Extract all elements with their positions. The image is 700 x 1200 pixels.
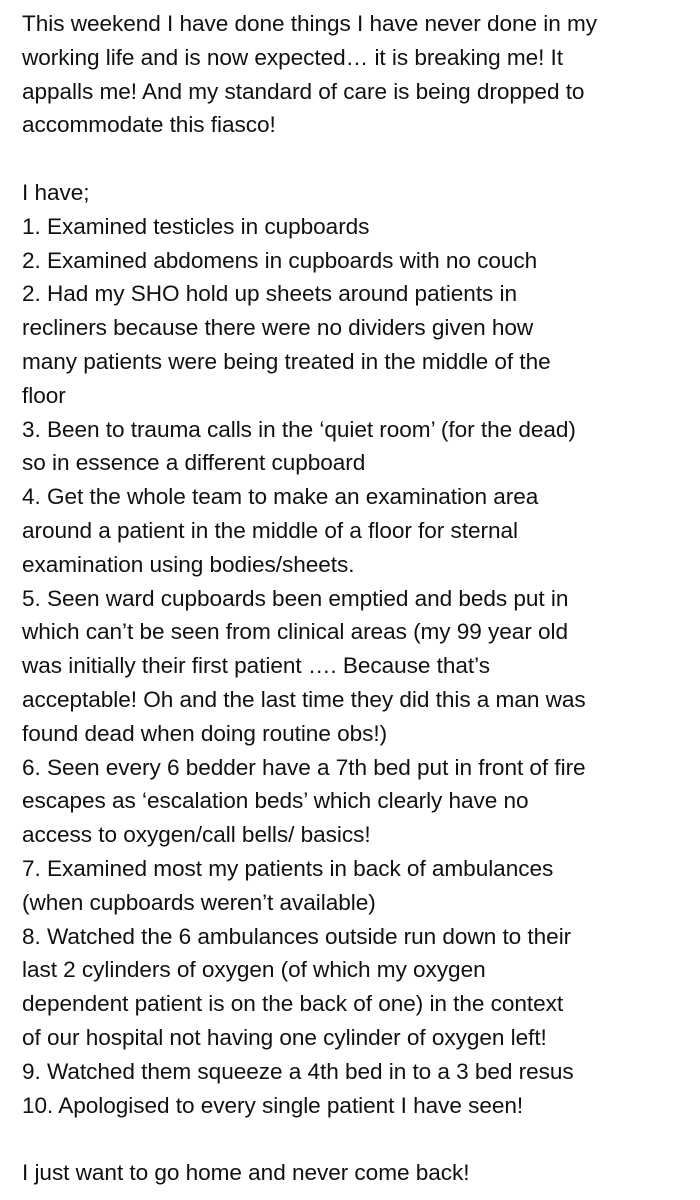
closing-line: I just want to go home and never come back! [22,1160,470,1186]
list-item-line: 3. Been to trauma calls in the ‘quiet room’ (for the dead) [22,416,576,442]
list-item-line: 7. Examined most my patients in back of ambulances [22,855,554,881]
list-item [22,244,684,278]
paragraph-spacer [22,1122,684,1156]
intro-paragraph [22,7,684,142]
list-heading: I have; [22,179,90,205]
list-item-line: dependent patient is on the back of one) in the context [22,991,564,1017]
list-item-line: last 2 cylinders of oxygen (of which my oxygen [22,957,486,983]
list-item-line: 4. Get the whole team to make an examination area [22,484,539,510]
list-item [22,480,684,581]
list-item [22,1089,684,1123]
list-item-line: of our hospital not having one cylinder of oxygen left! [22,1024,547,1050]
list-item-line: 9. Watched them squeeze a 4th bed in to a 3 bed resus [22,1058,574,1084]
numbered-list [22,210,684,1123]
list-item-line: found dead when doing routine obs!) [22,720,388,746]
list-item-line: 5. Seen ward cupboards been emptied and beds put in [22,585,569,611]
list-item-line: 8. Watched the 6 ambulances outside run down to their [22,923,572,949]
list-item-line: escapes as ‘escalation beds’ which clearly have no [22,788,529,814]
list-item [22,277,684,412]
paragraph-spacer [22,142,684,176]
list-item [22,1055,684,1089]
list-item-line: many patients were being treated in the middle of the [22,348,551,374]
list-item-line: 10. Apologised to every single patient I have seen! [22,1092,524,1118]
list-item-line: so in essence a different cupboard [22,450,366,476]
intro-line: accommodate this fiasco! [22,112,276,138]
list-item [22,751,684,852]
intro-line: working life and is now expected… it is breaking me! It [22,44,564,70]
intro-line: appalls me! And my standard of care is being dropped to [22,78,585,104]
list-item [22,210,684,244]
list-item-line: (when cupboards weren’t available) [22,889,376,915]
list-item-line: which can’t be seen from clinical areas (my 99 year old [22,619,569,645]
list-item-line: around a patient in the middle of a floor for sternal [22,517,518,543]
list-item-line: 2. Examined abdomens in cupboards with no couch [22,247,538,273]
list-item-line: 2. Had my SHO hold up sheets around patients in [22,281,517,307]
intro-line: This weekend I have done things I have never done in my [22,11,598,36]
list-item-line: recliners because there were no dividers given how [22,315,534,341]
list-item-line: was initially their first patient …. Because that’s [22,653,490,679]
list-item-line: acceptable! Oh and the last time they did this a man was [22,686,586,712]
list-item-line: 6. Seen every 6 bedder have a 7th bed put in front of fire [22,754,586,780]
list-item-line: access to oxygen/call bells/ basics! [22,822,371,848]
list-item [22,413,684,481]
list-item-line: floor [22,382,66,408]
list-item [22,852,684,920]
list-item-line: examination using bodies/sheets. [22,551,355,577]
list-item [22,582,684,751]
list-item [22,920,684,1055]
list-item-line: 1. Examined testicles in cupboards [22,213,370,239]
